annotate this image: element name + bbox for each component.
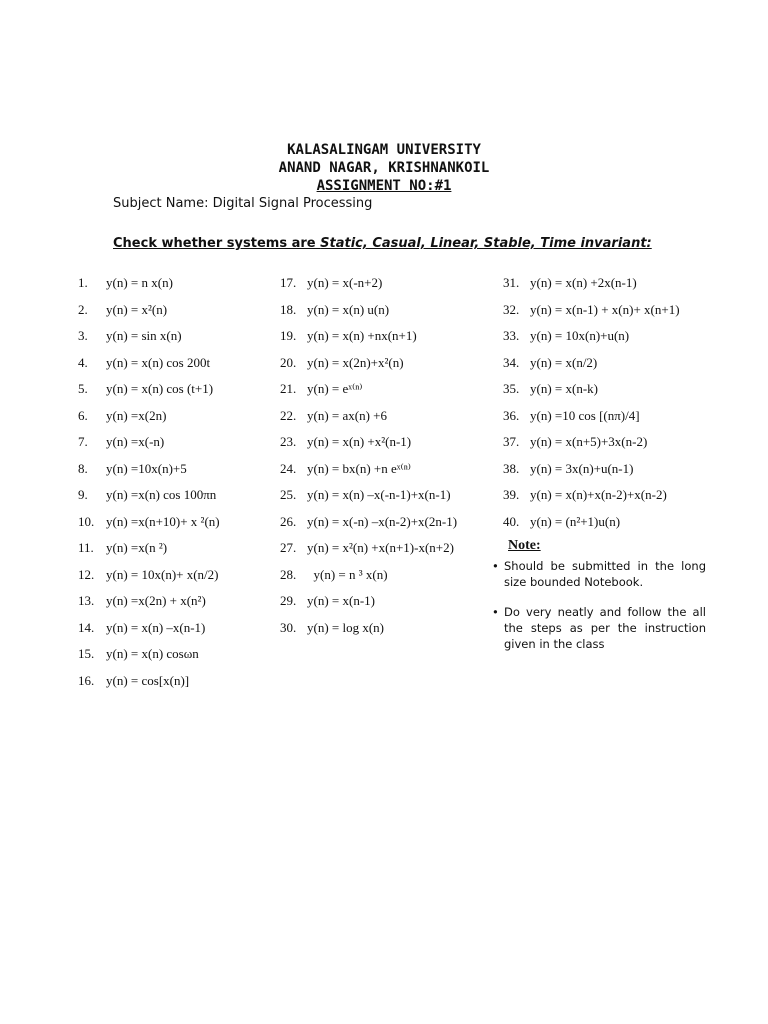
equation-item bbox=[78, 429, 220, 456]
equation-number: 6. bbox=[78, 407, 88, 423]
equation-item bbox=[280, 270, 457, 297]
note-title: Note: bbox=[508, 538, 541, 553]
equation-number: 10. bbox=[78, 513, 95, 529]
equation-text: y(n) =10 cos [(nπ)/4] bbox=[530, 407, 640, 423]
equation-text: y(n) = 10x(n)+ x(n/2) bbox=[106, 566, 219, 582]
equation-text: y(n) =x(2n) + x(n²) bbox=[106, 593, 206, 609]
equation-item bbox=[78, 323, 220, 350]
equation-number: 18. bbox=[280, 301, 297, 317]
equation-item bbox=[503, 403, 680, 430]
equation-item bbox=[503, 509, 680, 536]
equation-text: y(n) = n ³ x(n) bbox=[307, 566, 388, 582]
equation-number: 11. bbox=[78, 540, 94, 556]
equation-item bbox=[503, 323, 680, 350]
equation-number: 32. bbox=[503, 301, 520, 317]
equations-column-1 bbox=[78, 270, 220, 694]
equation-item bbox=[78, 297, 220, 324]
equation-number: 28. bbox=[280, 566, 297, 582]
note-item bbox=[492, 604, 706, 652]
equation-item bbox=[503, 376, 680, 403]
equation-text: y(n) = cos[x(n)] bbox=[106, 672, 190, 688]
note-text: Do very neatly and follow the all the steps as per the instruction given in the class bbox=[504, 605, 706, 651]
equation-number: 40. bbox=[503, 513, 520, 529]
equation-text: y(n) = x²(n) +x(n+1)-x(n+2) bbox=[307, 540, 454, 556]
equation-number: 31. bbox=[503, 275, 520, 291]
equation-number: 8. bbox=[78, 460, 88, 476]
equation-item bbox=[503, 429, 680, 456]
equation-text: y(n) =x(n ²) bbox=[106, 540, 168, 556]
equation-item bbox=[78, 350, 220, 377]
equation-text: y(n) = x(n) cosωn bbox=[106, 646, 199, 662]
equation-text: y(n) = x(n) +2x(n-1) bbox=[530, 275, 637, 291]
equation-number: 2. bbox=[78, 301, 88, 317]
equation-item bbox=[280, 323, 457, 350]
equation-text: y(n) = x(n) cos (t+1) bbox=[106, 381, 214, 397]
equation-text: y(n) = x(n) u(n) bbox=[307, 301, 390, 317]
equation-item bbox=[280, 562, 457, 589]
equation-text: y(n) = x(n-1) bbox=[307, 593, 375, 609]
equation-text: y(n) = x(n) cos 200t bbox=[106, 354, 211, 370]
equation-item bbox=[78, 482, 220, 509]
equation-number: 38. bbox=[503, 460, 520, 476]
equation-text: y(n) = x(n)+x(n-2)+x(n-2) bbox=[530, 487, 667, 503]
equation-number: 1. bbox=[78, 275, 88, 291]
equation-item bbox=[78, 270, 220, 297]
equation-text: y(n) = x(n+5)+3x(n-2) bbox=[530, 434, 648, 450]
equation-number: 9. bbox=[78, 487, 88, 503]
equation-number: 25. bbox=[280, 487, 297, 503]
equation-item bbox=[78, 403, 220, 430]
equation-item bbox=[78, 641, 220, 668]
equation-item bbox=[503, 270, 680, 297]
equation-item bbox=[280, 588, 457, 615]
equation-text: y(n) = 10x(n)+u(n) bbox=[530, 328, 630, 344]
equation-item bbox=[78, 509, 220, 536]
equation-text: y(n) = x(n) +nx(n+1) bbox=[307, 328, 417, 344]
equation-item bbox=[280, 535, 457, 562]
equation-text: y(n) = log x(n) bbox=[307, 619, 385, 635]
equation-item bbox=[78, 535, 220, 562]
university-name: KALASALINGAM UNIVERSITY bbox=[287, 142, 481, 158]
equation-number: 16. bbox=[78, 672, 95, 688]
equation-item bbox=[280, 297, 457, 324]
equation-item bbox=[78, 376, 220, 403]
equation-text: y(n) = 3x(n)+u(n-1) bbox=[530, 460, 634, 476]
equation-number: 20. bbox=[280, 354, 297, 370]
equation-number: 3. bbox=[78, 328, 88, 344]
equation-number: 30. bbox=[280, 619, 297, 635]
equation-number: 22. bbox=[280, 407, 297, 423]
equation-text: y(n) = n x(n) bbox=[106, 275, 173, 291]
equation-number: 33. bbox=[503, 328, 520, 344]
equation-item bbox=[78, 615, 220, 642]
equation-text: y(n) = x(n) –x(n-1) bbox=[106, 619, 206, 635]
equation-text: y(n) = (n²+1)u(n) bbox=[530, 513, 621, 529]
equation-text: y(n) = x(-n) –x(n-2)+x(2n-1) bbox=[307, 513, 458, 529]
equation-text: y(n) =10x(n)+5 bbox=[106, 460, 187, 476]
equations-column-2 bbox=[280, 270, 457, 641]
subject-name: Subject Name: Digital Signal Processing bbox=[113, 196, 373, 211]
equation-number: 27. bbox=[280, 540, 297, 556]
equation-text: y(n) = x(n/2) bbox=[530, 354, 598, 370]
equation-item bbox=[503, 297, 680, 324]
equation-number: 24. bbox=[280, 460, 297, 476]
equation-item bbox=[78, 588, 220, 615]
equation-item bbox=[280, 376, 457, 403]
equation-text: y(n) = ax(n) +6 bbox=[307, 407, 387, 423]
equation-number: 15. bbox=[78, 646, 95, 662]
equation-text: y(n) = x(-n+2) bbox=[307, 275, 383, 291]
equation-text: y(n) = x(n) +x²(n-1) bbox=[307, 434, 412, 450]
equation-number: 26. bbox=[280, 513, 297, 529]
equation-text: y(n) = x(n) –x(-n-1)+x(n-1) bbox=[307, 487, 451, 503]
equation-text: y(n) =x(n) cos 100πn bbox=[106, 487, 217, 503]
equation-number: 5. bbox=[78, 381, 88, 397]
equation-number: 19. bbox=[280, 328, 297, 344]
equation-text: y(n) = x(2n)+x²(n) bbox=[307, 354, 404, 370]
instruction-prefix: Check whether systems are bbox=[113, 236, 321, 251]
equation-text: y(n) =x(2n) bbox=[106, 407, 167, 423]
equation-item bbox=[280, 350, 457, 377]
equation-number: 23. bbox=[280, 434, 297, 450]
equation-number: 12. bbox=[78, 566, 95, 582]
equation-number: 34. bbox=[503, 354, 520, 370]
equation-item bbox=[280, 403, 457, 430]
equation-number: 4. bbox=[78, 354, 88, 370]
bullet-icon: • bbox=[492, 605, 499, 619]
equation-item bbox=[78, 562, 220, 589]
equation-number: 36. bbox=[503, 407, 520, 423]
equation-item bbox=[503, 350, 680, 377]
university-address: ANAND NAGAR, KRISHNANKOIL bbox=[278, 160, 490, 176]
equation-number: 35. bbox=[503, 381, 520, 397]
equation-number: 37. bbox=[503, 434, 520, 450]
equation-item bbox=[78, 668, 220, 695]
note-block bbox=[492, 538, 706, 666]
equation-number: 21. bbox=[280, 381, 297, 397]
note-text: Should be submitted in the long size bounded Notebook. bbox=[504, 559, 706, 589]
equation-number: 39. bbox=[503, 487, 520, 503]
instruction-properties: Static, Casual, Linear, Stable, Time invariant: bbox=[320, 236, 652, 251]
equation-text: y(n) =x(n+10)+ x ²(n) bbox=[106, 513, 220, 529]
equation-item bbox=[503, 456, 680, 483]
equation-item bbox=[503, 482, 680, 509]
equation-item bbox=[78, 456, 220, 483]
equation-item bbox=[280, 429, 457, 456]
equation-text: y(n) = x(n-k) bbox=[530, 381, 598, 397]
equation-text: y(n) = x(n-1) + x(n)+ x(n+1) bbox=[530, 301, 680, 317]
equation-number: 14. bbox=[78, 619, 95, 635]
equation-item bbox=[280, 615, 457, 642]
equation-text: y(n) = bx(n) +n eˣ⁽ⁿ⁾ bbox=[307, 460, 411, 476]
note-item bbox=[492, 558, 706, 590]
equations-column-3 bbox=[503, 270, 680, 535]
equation-number: 13. bbox=[78, 593, 95, 609]
equation-item bbox=[280, 482, 457, 509]
bullet-icon: • bbox=[492, 559, 499, 573]
equation-text: y(n) = sin x(n) bbox=[106, 328, 182, 344]
equation-item bbox=[280, 509, 457, 536]
equation-text: y(n) =x(-n) bbox=[106, 434, 165, 450]
equation-number: 7. bbox=[78, 434, 88, 450]
instruction bbox=[113, 236, 652, 251]
equation-number: 29. bbox=[280, 593, 297, 609]
equation-number: 17. bbox=[280, 275, 297, 291]
equation-text: y(n) = eˣ⁽ⁿ⁾ bbox=[307, 381, 363, 397]
equation-text: y(n) = x²(n) bbox=[106, 301, 168, 317]
assignment-title: ASSIGNMENT NO:#1 bbox=[316, 178, 452, 194]
equation-item bbox=[280, 456, 457, 483]
